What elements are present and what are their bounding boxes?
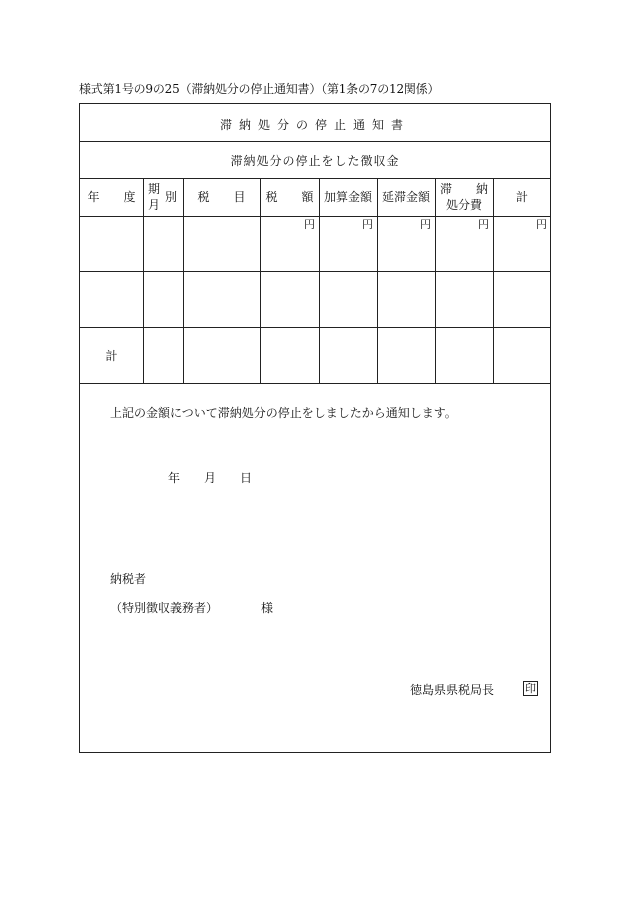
honorific: 様 (261, 601, 274, 615)
header-delinquency: 延滞金額 (381, 190, 430, 204)
column-divider (319, 178, 320, 383)
divider (80, 271, 550, 272)
divider (80, 216, 550, 217)
notice-text: 上記の金額について滞納処分の停止をしましたから通知します。 (110, 406, 457, 420)
yen-mark: 円 (478, 218, 489, 231)
issuer-name: 徳島県県税局長 (410, 683, 495, 697)
taxpayer-label: 納税者 (110, 572, 147, 586)
total-row-label: 計 (105, 349, 118, 363)
header-disposal-bottom: 処分費 (445, 198, 482, 212)
yen-mark: 円 (304, 218, 315, 231)
notice-form (79, 103, 551, 753)
divider (80, 141, 550, 142)
seal-mark: 印 (525, 682, 536, 695)
column-divider (143, 178, 144, 383)
special-collector-label: （特別徴収義務者） (110, 601, 219, 615)
header-tax-amount: 税 額 (265, 190, 314, 204)
form-subtitle: 滞納処分の停止をした徴収金 (230, 154, 400, 168)
header-period-bottom: 月 (148, 198, 161, 212)
column-divider (493, 178, 494, 383)
yen-mark: 円 (420, 218, 431, 231)
column-divider (377, 178, 378, 383)
header-year: 年 度 (87, 190, 136, 204)
form-code: 様式第1号の9の25（滞納処分の停止通知書）（第1条の7の12関係） (79, 82, 440, 96)
divider (80, 178, 550, 179)
header-tax-item: 税 目 (197, 190, 246, 204)
column-divider (260, 178, 261, 383)
header-period-side: 別 (165, 190, 178, 204)
header-total: 計 (515, 190, 528, 204)
header-disposal-top: 滞 納 (439, 182, 488, 196)
header-period-top: 期 (148, 182, 161, 196)
divider (80, 327, 550, 328)
form-title: 滞納処分の停止通知書 (219, 118, 410, 132)
date-line: 年 月 日 (168, 471, 253, 485)
yen-mark: 円 (536, 218, 547, 231)
header-additional: 加算金額 (323, 190, 372, 204)
divider (80, 383, 550, 384)
yen-mark: 円 (362, 218, 373, 231)
column-divider (183, 178, 184, 383)
